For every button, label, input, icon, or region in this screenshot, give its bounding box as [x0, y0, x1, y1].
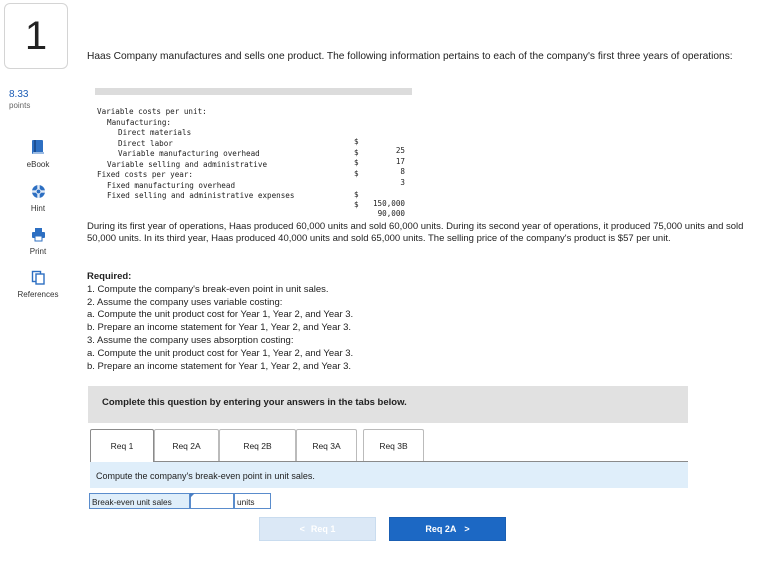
- units-label: units: [234, 493, 271, 509]
- table-top-band: [95, 88, 412, 95]
- tab-req-2b[interactable]: Req 2B: [219, 429, 296, 462]
- tab-req-2a[interactable]: Req 2A: [154, 429, 219, 462]
- tab-req-1[interactable]: Req 1: [90, 429, 154, 462]
- problem-details: During its first year of operations, Haas produced 60,000 units and sold 60,000 units. During its second year of operations, it produced 75,000 units and sold 50,000 units. In its third year, Haas produced 40,000 units and sold 65,000 units. The selling price of the company's product is $57 per unit.: [87, 221, 744, 244]
- prev-button-label: Req 1: [310, 524, 336, 534]
- sidebar-item-references[interactable]: [0, 270, 76, 299]
- table-row: Manufacturing:: [107, 117, 172, 127]
- table-row: Variable costs per unit:: [97, 107, 207, 116]
- book-icon: [0, 139, 76, 157]
- points-label: points: [9, 101, 31, 110]
- points-value: 8.33: [9, 89, 29, 100]
- required-line: a. Compute the unit product cost for Year 1, Year 2, and Year 3.: [87, 347, 354, 359]
- table-row: Fixed manufacturing overhead $ 150,000: [107, 180, 405, 208]
- complete-banner: [88, 386, 688, 423]
- table-row: Direct materials $ 25: [118, 128, 405, 155]
- tab-req-3a[interactable]: Req 3A: [296, 429, 357, 462]
- required-line: b. Prepare an income statement for Year 1, Year 2, and Year 3.: [87, 360, 352, 372]
- sidebar-item-label: Hint: [30, 204, 46, 213]
- input-flag-icon: [190, 493, 195, 498]
- chevron-right-icon: >: [464, 524, 470, 534]
- table-row: Variable manufacturing overhead $ 8: [118, 149, 405, 176]
- table-row: Fixed selling and administrative expenses $ 90,000: [107, 191, 405, 218]
- documents-icon: [0, 270, 76, 287]
- sidebar-item-ebook[interactable]: [0, 139, 76, 169]
- sidebar-item-label: References: [17, 290, 59, 299]
- next-button[interactable]: [389, 517, 506, 541]
- chevron-left-icon: <: [299, 524, 305, 534]
- sidebar-item-label: eBook: [26, 160, 50, 169]
- table-row: Direct labor $ 17: [118, 138, 405, 166]
- break-even-input[interactable]: [190, 493, 234, 509]
- break-even-label: Break-even unit sales: [89, 493, 190, 509]
- sidebar-item-hint[interactable]: [0, 184, 76, 213]
- table-row: Fixed costs per year:: [97, 170, 194, 179]
- tab-instruction-text: Compute the company's break-even point in unit sales.: [96, 471, 315, 481]
- printer-icon: [0, 227, 76, 244]
- required-line: b. Prepare an income statement for Year 1, Year 2, and Year 3.: [87, 322, 352, 334]
- required-line: 3. Assume the company uses absorption costing:: [87, 334, 294, 346]
- required-line: a. Compute the unit product cost for Year 1, Year 2, and Year 3.: [87, 309, 354, 321]
- required-section: [87, 271, 587, 373]
- cost-table: [95, 88, 412, 218]
- required-line: 1. Compute the company's break-even point in unit sales.: [87, 283, 329, 295]
- question-number-box: [4, 3, 68, 69]
- next-button-label: Req 2A: [425, 524, 457, 534]
- problem-intro: Haas Company manufactures and sells one product. The following information pertains to each of the company's first three years of operations:: [87, 51, 733, 62]
- tab-instruction: [90, 462, 688, 488]
- tab-req-3b[interactable]: Req 3B: [363, 429, 424, 462]
- required-line: 2. Assume the company uses variable costing:: [87, 296, 283, 308]
- table-row: Variable selling and administrative $ 3: [107, 159, 405, 187]
- lifebuoy-icon: [0, 184, 76, 201]
- prev-button[interactable]: [259, 517, 376, 541]
- required-heading: Required:: [87, 271, 132, 282]
- sidebar-item-print[interactable]: [0, 227, 76, 256]
- question-number: 1: [24, 13, 48, 58]
- complete-banner-text: Complete this question by entering your answers in the tabs below.: [102, 397, 407, 408]
- sidebar-item-label: Print: [29, 247, 47, 256]
